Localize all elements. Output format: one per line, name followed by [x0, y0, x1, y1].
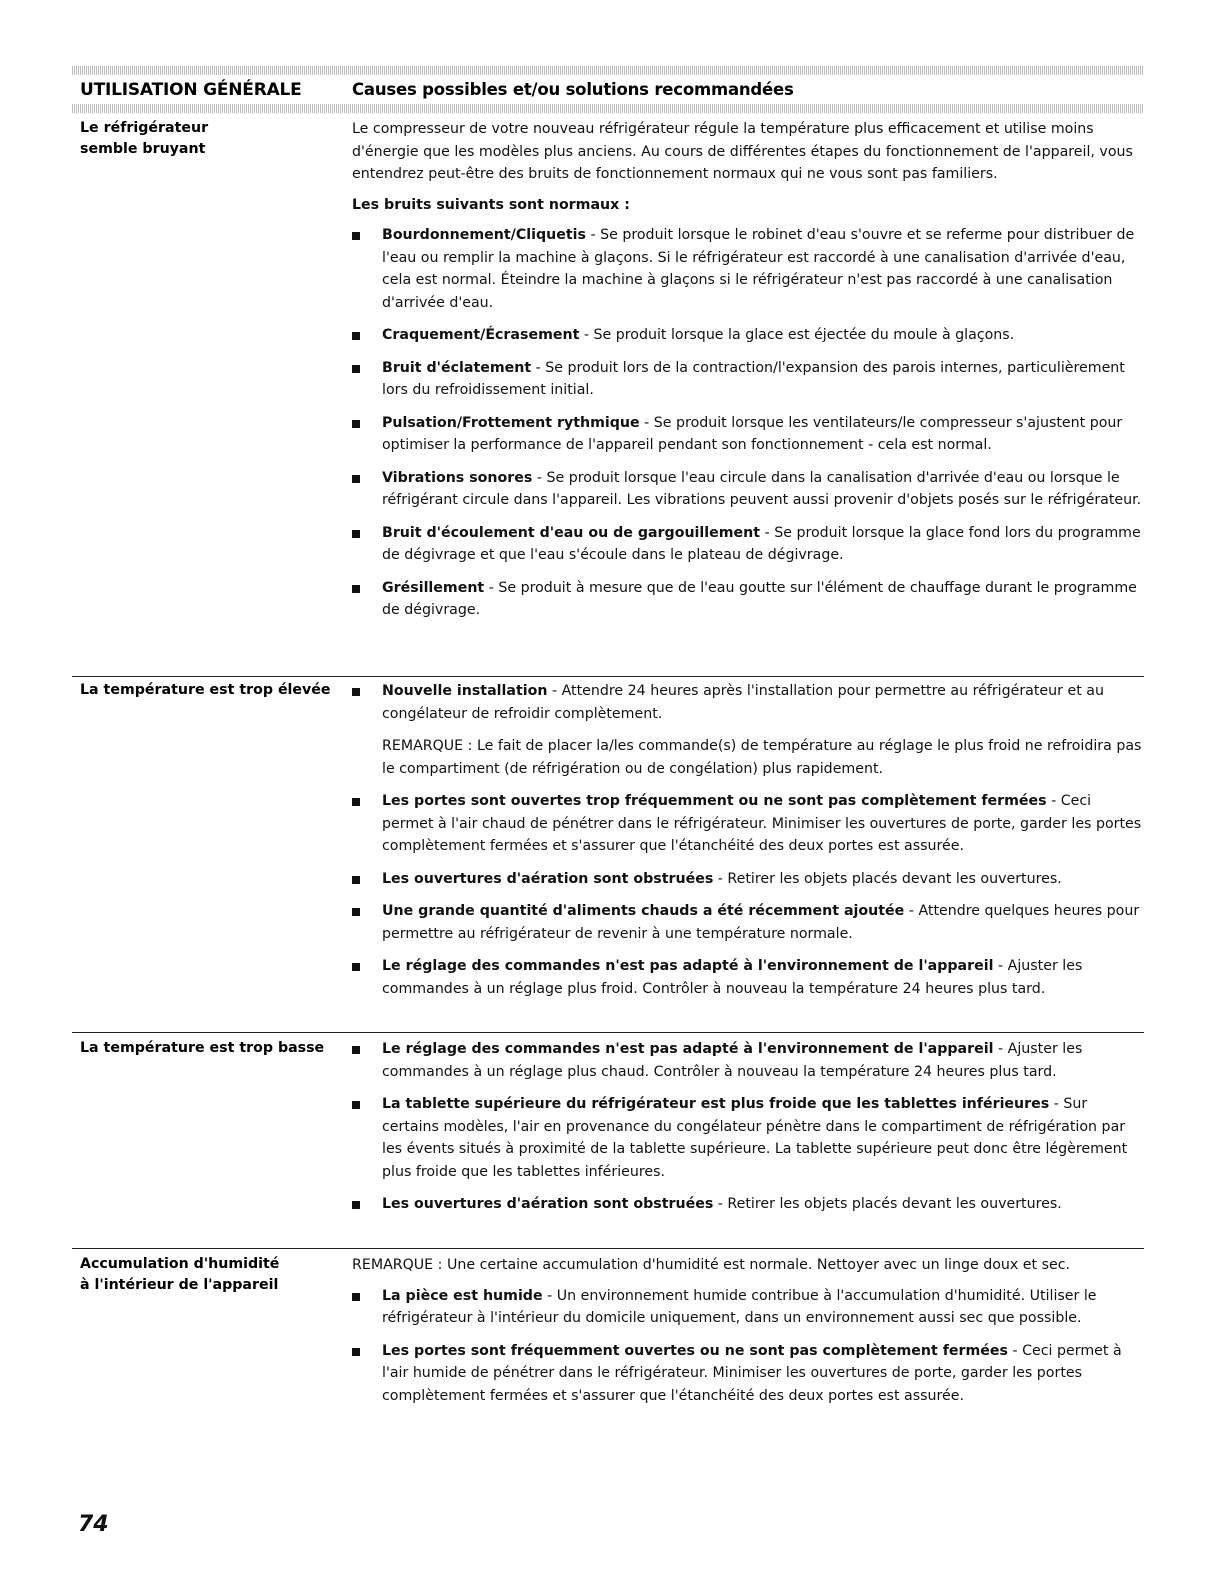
list-item: Craquement/Écrasement - Se produit lorsque la glace est éjectée du moule à glaçons. — [352, 324, 1142, 347]
list-item: Les portes sont ouvertes trop fréquemment ou ne sont pas complètement fermées - Ceci permet à l'air chaud de pénétrer dans le réfrigérateur. Minimiser les ouvertures de porte, garder les portes complètement fermées et s'assurer que l'étanchéité des deux portes est assurée. — [352, 790, 1142, 858]
list-item: Une grande quantité d'aliments chauds a été récemment ajoutée - Attendre quelques heures pour permettre au réfrigérateur de revenir à une température normale. — [352, 900, 1142, 945]
bullet-icon — [352, 1348, 360, 1356]
problem-solutions — [352, 1254, 1142, 1417]
subhead: Les bruits suivants sont normaux : — [352, 196, 630, 213]
list-item: Le réglage des commandes n'est pas adapté à l'environnement de l'appareil - Ajuster les commandes à un réglage plus froid. Contrôler à nouveau la température 24 heures plus tard. — [352, 955, 1142, 1000]
list-item: Grésillement - Se produit à mesure que de l'eau goutte sur l'élément de chauffage durant le programme de dégivrage. — [352, 577, 1142, 622]
page-number: 74 — [78, 1512, 109, 1537]
section-title: UTILISATION GÉNÉRALE — [80, 80, 302, 100]
list-item: Pulsation/Frottement rythmique - Se produit lorsque les ventilateurs/le compresseur s'ajustent pour optimiser la performance de l'appareil pendant son fonctionnement - cela est normal. — [352, 412, 1142, 457]
problem-solutions — [352, 1038, 1142, 1226]
bullet-icon — [352, 530, 360, 538]
list-item: Bourdonnement/Cliquetis - Se produit lorsque le robinet d'eau s'ouvre et se referme pour distribuer de l'eau ou remplir la machine à glaçons. Si le réfrigérateur est raccordé à une canalisation d'arrivée d'eau, cela est normal. Éteindre la machine à glaçons si le réfrigérateur n'est pas raccordé à une canalisation d'arrivée d'eau. — [352, 224, 1142, 314]
bullet-icon — [352, 688, 360, 696]
bullet-icon — [352, 1101, 360, 1109]
intro-text: Le compresseur de votre nouveau réfrigérateur régule la température plus efficacement et utilise moins d'énergie que les modèles plus anciens. Au cours de différentes étapes du fonctionnement de l'appareil, vous entendrez peut-être des bruits de fonctionnement normaux qui ne vous sont pas familiers. — [352, 121, 1133, 182]
list-item: Nouvelle installation - Attendre 24 heures après l'installation pour permettre au réfrigérateur et au congélateur de refroidir complètement. — [352, 680, 1142, 725]
bullet-icon — [352, 1201, 360, 1209]
list-item: Le réglage des commandes n'est pas adapté à l'environnement de l'appareil - Ajuster les commandes à un réglage plus chaud. Contrôler à nouveau la température 24 heures plus tard. — [352, 1038, 1142, 1083]
section-divider — [72, 1248, 1144, 1249]
bullet-icon — [352, 908, 360, 916]
problem-label: La température est trop élevée — [80, 682, 331, 698]
bullet-icon — [352, 475, 360, 483]
bullet-icon — [352, 365, 360, 373]
problem-label: Le réfrigérateur semble bruyant — [80, 120, 209, 157]
problem-label: La température est trop basse — [80, 1040, 325, 1056]
bullet-icon — [352, 798, 360, 806]
bullet-icon — [352, 876, 360, 884]
bullet-icon — [352, 585, 360, 593]
bullet-icon — [352, 1046, 360, 1054]
bullet-icon — [352, 332, 360, 340]
problem-solutions — [352, 118, 1142, 632]
section-divider — [72, 1032, 1144, 1033]
bullet-icon — [352, 232, 360, 240]
note-text: REMARQUE : Le fait de placer la/les commande(s) de température au réglage le plus froid ne refroidira pas le compartiment (de réfrigération ou de congélation) plus rapidement. — [382, 738, 1142, 777]
list-item: Vibrations sonores - Se produit lorsque l'eau circule dans la canalisation d'arrivée d'eau ou lorsque le réfrigérant circule dans l'appareil. Les vibrations peuvent aussi provenir d'objets posés sur le réfrigérateur. — [352, 467, 1142, 512]
bullet-icon — [352, 963, 360, 971]
header-hatch-top — [72, 66, 1144, 75]
note-text: REMARQUE : Une certaine accumulation d'humidité est normale. Nettoyer avec un linge doux et sec. — [352, 1257, 1071, 1273]
section-divider — [72, 676, 1144, 677]
column-title: Causes possibles et/ou solutions recommandées — [352, 80, 794, 99]
list-item: Les ouvertures d'aération sont obstruées - Retirer les objets placés devant les ouvertures. — [352, 1193, 1142, 1216]
list-item: La tablette supérieure du réfrigérateur est plus froide que les tablettes inférieures - Sur certains modèles, l'air en provenance du congélateur pénètre dans le compartiment de réfrigération par les évents situés à proximité de la tablette supérieure. La tablette supérieure peut donc être légèrement plus froide que les tablettes inférieures. — [352, 1093, 1142, 1183]
problem-label: Accumulation d'humidité à l'intérieur de l'appareil — [80, 1256, 280, 1293]
list-item: Les portes sont fréquemment ouvertes ou ne sont pas complètement fermées - Ceci permet à l'air humide de pénétrer dans le réfrigérateur. Minimiser les ouvertures de porte, garder les portes complètement fermées et s'assurer que l'étanchéité des deux portes est assurée. — [352, 1340, 1142, 1408]
list-item: La pièce est humide - Un environnement humide contribue à l'accumulation d'humidité. Utiliser le réfrigérateur à l'intérieur du domicile uniquement, dans un environnement aussi sec que possible. — [352, 1285, 1142, 1330]
list-item: Les ouvertures d'aération sont obstruées - Retirer les objets placés devant les ouvertures. — [352, 868, 1142, 891]
list-item: Bruit d'éclatement - Se produit lors de la contraction/l'expansion des parois internes, particulièrement lors du refroidissement initial. — [352, 357, 1142, 402]
list-item: Bruit d'écoulement d'eau ou de gargouillement - Se produit lorsque la glace fond lors du programme de dégivrage et que l'eau s'écoule dans le plateau de dégivrage. — [352, 522, 1142, 567]
problem-solutions — [352, 680, 1142, 1010]
bullet-icon — [352, 1293, 360, 1301]
bullet-icon — [352, 420, 360, 428]
header-hatch-bottom — [72, 104, 1144, 113]
